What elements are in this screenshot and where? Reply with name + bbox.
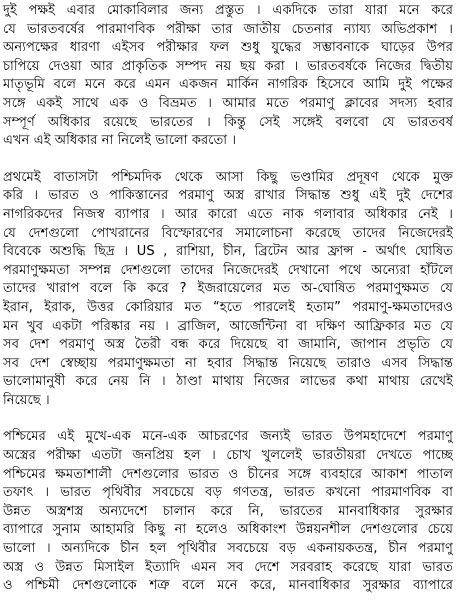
text-line: সম্পূর্ণ অধিকার রয়েছে ভারতের । কিন্তু সেই সঙ্গেই বলবো যে ভারতবর্ষ	[3, 114, 453, 130]
document-page	[3, 2, 453, 614]
text-line: ভালো । অন্যদিকে চীন হল পৃথিবীর সবচেয়ে বড় একনায়কতন্ত্র, চীন পরমাণু	[3, 541, 453, 557]
text-line: উন্নত অস্ত্রশস্ত্র অন্যদেশে চালান করে নি, ভারতের মানবাধিকার সুরক্ষার	[3, 503, 453, 519]
text-line: ও পশ্চিমী দেশগুলোকে শত্রু বলে মনে করে, মানবাধিকার সুরক্ষার ব্যাপারে	[3, 578, 453, 594]
text-line: নিয়েছে ।	[3, 392, 50, 408]
text-line: মন খুব একটা পরিষ্কার নয় । ব্রাজিল, আর্জেন্টিনা বা দক্ষিণ আফ্রিকার মত যে	[3, 318, 453, 334]
text-line: ইরান, ইরাক, উত্তর কোরিয়ার মত “হতে পারলেই হতাম” পরমাণু-ক্ষমতাদেরও	[3, 299, 453, 315]
text-line: সঙ্গে একই সাথে এক ও বিভ্রমত । আমার মতে পরমাণু ক্লাবের সদস্য হবার	[3, 95, 453, 111]
text-line: মাতৃভূমি বলে মনে করে এমন একজন মার্কিন নাগরিক হিসেবে আমি দুই পক্ষের	[3, 77, 453, 93]
text-line: ভালোমানুষী করে নেয় নি । ঠাণ্ডা মাথায় নিজের লাভের কথা মাথায় রেখেই	[3, 374, 453, 390]
text-line: দুই পক্ষই এবার মোকাবিলার জন্য প্রস্তুত । একদিকে তারা যারা মনে করে	[3, 3, 453, 18]
text-line: যে ভারতবর্ষের পারমাণবিক পরীক্ষা তার জাতীয় চেতনার ন্যায্য অভিপ্রকাশ ।	[3, 21, 453, 37]
text-line: পশ্চিমের এই মুখে-এক মনে-এক আচরণের জন্যই ভারত উপমহাদেশে পরমাণু	[3, 429, 453, 445]
text-line: নাগরিকদের নিজস্ব ব্যাপার । আর কারো এতে নাক গলাবার অধিকার নেই ।	[3, 206, 453, 222]
text-line: সব দেশ পরমাণু অস্ত্র তৈরী বন্ধ করে দিয়েছে বা জামানি, জাপান প্রভৃতি যে	[3, 337, 453, 353]
text-line: পশ্চিমের ক্ষমতাশালী দেশগুলোর ভারত ও চীনের সঙ্গে ব্যবহারে আকাশ পাতাল	[3, 466, 453, 482]
text-line: যে দেশগুলো পোখরানের বিস্ফোরণের সমালোচনা করেছে তাদের নিজেদেরই	[3, 225, 453, 241]
text-line: সব দেশ স্বেচ্ছায় পরমাণুক্ষমতা না হবার সিদ্ধান্ত নিয়েছে তারাও এসব সিদ্ধান্ত	[3, 355, 453, 371]
text-line: বিবেকে অশুদ্ধি ছিদ্র । US , রাশিয়া, চীন, ব্রিটেন আর ফ্রান্স - অর্থাৎ ঘোষিত	[3, 244, 453, 260]
text-line: ব্যাপারে সুনাম আহামরি কিছু না হলেও অধিকাংশ উন্নয়নশীল দেশগুলোর চেয়ে	[3, 522, 453, 538]
text-line: পরমাণুক্ষমতা সম্পন্ন দেশগুলো তাদের নিজেদেরই দেখানো পথে অন্যেরা হাঁটলে	[3, 262, 453, 278]
text-line: এখন এই অধিকার না নিলেই ভালো করতো ।	[3, 133, 237, 149]
paragraph-3	[3, 428, 453, 595]
text-line: প্রথমেই বাতাসটা পশ্চিমদিক থেকে আসা কিছু ভণ্ডামির প্রদূষণ থেকে মুক্ত	[3, 169, 453, 185]
paragraph-2	[3, 169, 453, 411]
text-line: অন্যপক্ষের ধারণা এইসব পরীক্ষার ফল শুধু যুদ্ধের সম্ভাবনাকে ঘাড়ের উপর	[3, 40, 453, 56]
text-line: চাপিয়ে দেওয়া আর প্রাকৃতিক সম্পদ নয় ছয় করা । ভারতবর্ষকে নিজের দ্বিতীয়	[3, 58, 453, 74]
text-line: অস্ত্রের পরীক্ষা এতটা জনপ্রিয় হল । চোখ খুললেই ভারতীয়রা দেখতে পাচ্ছে	[3, 448, 453, 464]
text-line: অস্ত্র ও উন্নত মিসাইল ইত্যাদি এমন সব দেশে সরবরাহ করেছে যারা ভারত	[3, 559, 453, 575]
text-line: করি । ভারত ও পাকিস্তানের পরমাণু অস্ত্র রাখার সিদ্ধান্ত শুধু এই দুই দেশের	[3, 188, 453, 204]
text-line: তফাৎ । ভারত পৃথিবীর সবচেয়ে বড় গণতন্ত্র, ভারত কখনো পারমাণবিক বা	[3, 485, 453, 501]
paragraph-1	[3, 2, 453, 151]
text-line: তাদের খারাপ বলে কি করে ? ইজরায়েলের মত অ-ঘোষিত পরমাণুক্ষমত যে	[3, 281, 453, 297]
